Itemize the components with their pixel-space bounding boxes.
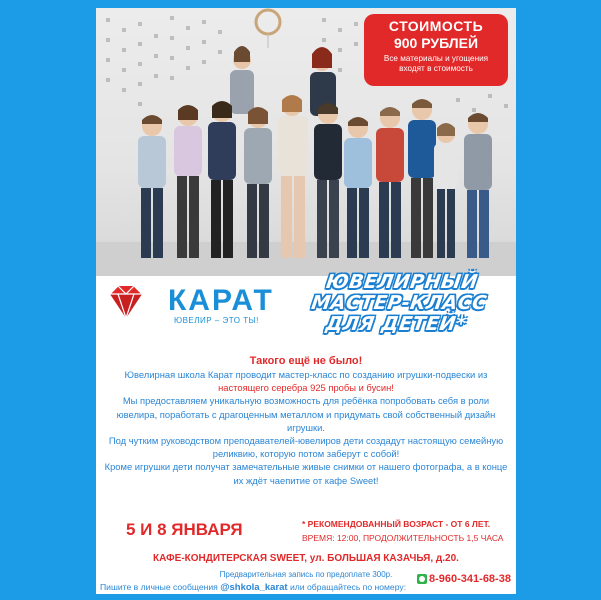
- contacts-after: или обращайтесь по номеру:: [289, 582, 407, 592]
- contacts-before: Пишите в личные сообщения: [100, 582, 218, 592]
- price-note-line: Все материалы и угощения: [383, 54, 489, 63]
- price-badge: [364, 14, 508, 86]
- child-figure: [344, 117, 372, 258]
- price-note-line: входят в стоимость: [399, 64, 473, 73]
- paragraph-line: Ювелирная школа Карат проводит мастер-класс по созданию игрушки-подвески из: [124, 369, 488, 380]
- child-figure: [464, 113, 492, 258]
- event-details: [302, 518, 512, 544]
- lead-text: Такого ещё не было!: [249, 355, 363, 367]
- child-figure: [278, 95, 308, 258]
- child-figure: [138, 115, 166, 258]
- child-figure: [434, 123, 458, 258]
- headline-line: МАСТЕР-КЛАСС: [309, 292, 489, 314]
- phone-number[interactable]: [415, 573, 511, 585]
- paragraph-opportunity: Мы предоставляем уникальную возможность для ребёнка попробовать себя в роли ювелира, поработать с драгоценным металлом и придумать свой собственный дизайн игрушки.: [116, 395, 496, 433]
- event-time: ВРЕМЯ: 12:00, ПРОДОЛЖИТЕЛЬНОСТЬ 1,5 ЧАСА: [302, 533, 504, 543]
- diamond-logo-icon: [104, 280, 148, 324]
- child-figure: [376, 107, 404, 258]
- prepayment-note: Предварительная запись по предоплате 300р.: [219, 570, 393, 579]
- child-figure: [244, 107, 272, 258]
- price-note: [364, 54, 508, 74]
- paragraph-guidance: Под чутким руководством преподавателей-ювелиров дети создадут настоящую семейную реликвию, которую потом заберут с собой!: [108, 435, 504, 460]
- age-recommendation: * РЕКОМЕНДОВАННЫЙ ВОЗРАСТ - ОТ 6 ЛЕТ.: [302, 519, 491, 529]
- brand-slogan: ЮВЕЛИР – ЭТО ТЫ!: [174, 316, 259, 325]
- price-title: СТОИМОСТЬ: [388, 18, 484, 34]
- headline-line: ЮВЕЛИРНЫЙ: [324, 271, 480, 293]
- child-figure: [408, 99, 436, 258]
- teacher-figure: [230, 46, 254, 114]
- event-dates: 5 И 8 ЯНВАРЯ: [126, 520, 243, 539]
- child-figure: [174, 105, 202, 258]
- whatsapp-icon: [417, 574, 427, 584]
- brand-name: КАРАТ: [168, 284, 274, 317]
- phone-number-text: 8-960-341-68-38: [429, 573, 511, 585]
- headline-line: ДЛЯ ДЕТЕЙ*: [324, 313, 468, 335]
- poster: [96, 8, 516, 594]
- paragraph-highlight: настоящего серебра 925 пробы и бусин!: [218, 382, 394, 394]
- child-figure: [208, 101, 236, 258]
- paragraph-intro: [96, 368, 516, 394]
- price-value: 900 РУБЛЕЙ: [393, 35, 479, 51]
- headline: [282, 272, 516, 335]
- event-venue: КАФЕ-КОНДИТЕРСКАЯ SWEET, ул. БОЛЬШАЯ КАЗАЧЬЯ, д.20.: [153, 553, 459, 564]
- instagram-handle-link[interactable]: @shkola_karat: [220, 582, 288, 593]
- paragraph-photos: Кроме игрушки дети получат замечательные живые снимки от нашего фотографа, а в конце их ждёт чаепитие от кафе Sweet!: [104, 461, 508, 486]
- child-figure: [314, 103, 342, 258]
- group-photo: [96, 8, 516, 276]
